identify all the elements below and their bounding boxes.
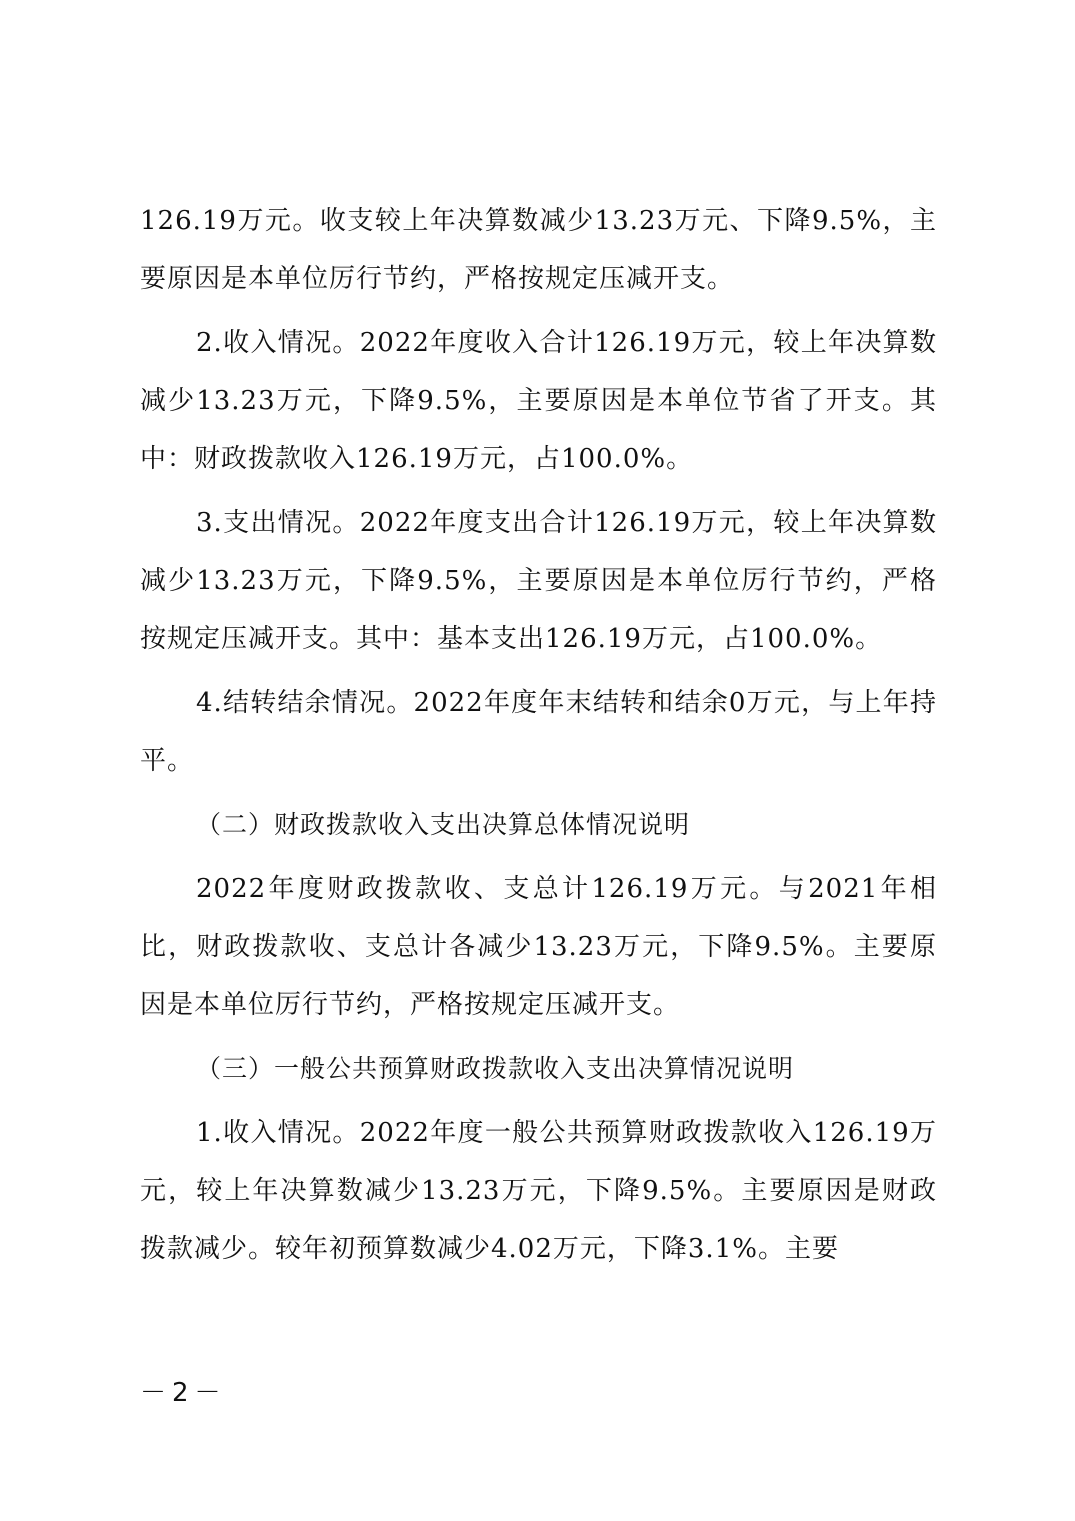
document-body (140, 192, 937, 1278)
section-heading-3: （三）一般公共预算财政拨款收入支出决算情况说明 (196, 1054, 795, 1083)
paragraph-balance: 4.结转结余情况。2022年度年末结转和结余0万元，与上年持平。 (140, 688, 937, 776)
paragraph-expenditure: 3.支出情况。2022年度支出合计126.19万元，较上年决算数减少13.23万元，下降9.5%，主要原因是本单位厉行节约，严格按规定压减开支。其中：基本支出126.19万元，占100.0%。 (140, 508, 937, 654)
paragraph-general-budget-income: 1.收入情况。2022年度一般公共预算财政拨款收入126.19万元，较上年决算数减少13.23万元，下降9.5%。主要原因是财政拨款减少。较年初预算数减少4.02万元，下降3.1%。主要 (140, 1118, 937, 1264)
paragraph-continued: 126.19万元。收支较上年决算数减少13.23万元、下降9.5%，主要原因是本单位厉行节约，严格按规定压减开支。 (140, 206, 937, 294)
paragraph-income: 2.收入情况。2022年度收入合计126.19万元，较上年决算数减少13.23万元，下降9.5%，主要原因是本单位节省了开支。其中：财政拨款收入126.19万元，占100.0%。 (140, 328, 937, 474)
section-heading-2: （二）财政拨款收入支出决算总体情况说明 (196, 810, 691, 839)
page-number: －2－ (140, 1378, 227, 1408)
paragraph-fiscal-total: 2022年度财政拨款收、支总计126.19万元。与2021年相比，财政拨款收、支总计各减少13.23万元，下降9.5%。主要原因是本单位厉行节约，严格按规定压减开支。 (140, 874, 937, 1020)
